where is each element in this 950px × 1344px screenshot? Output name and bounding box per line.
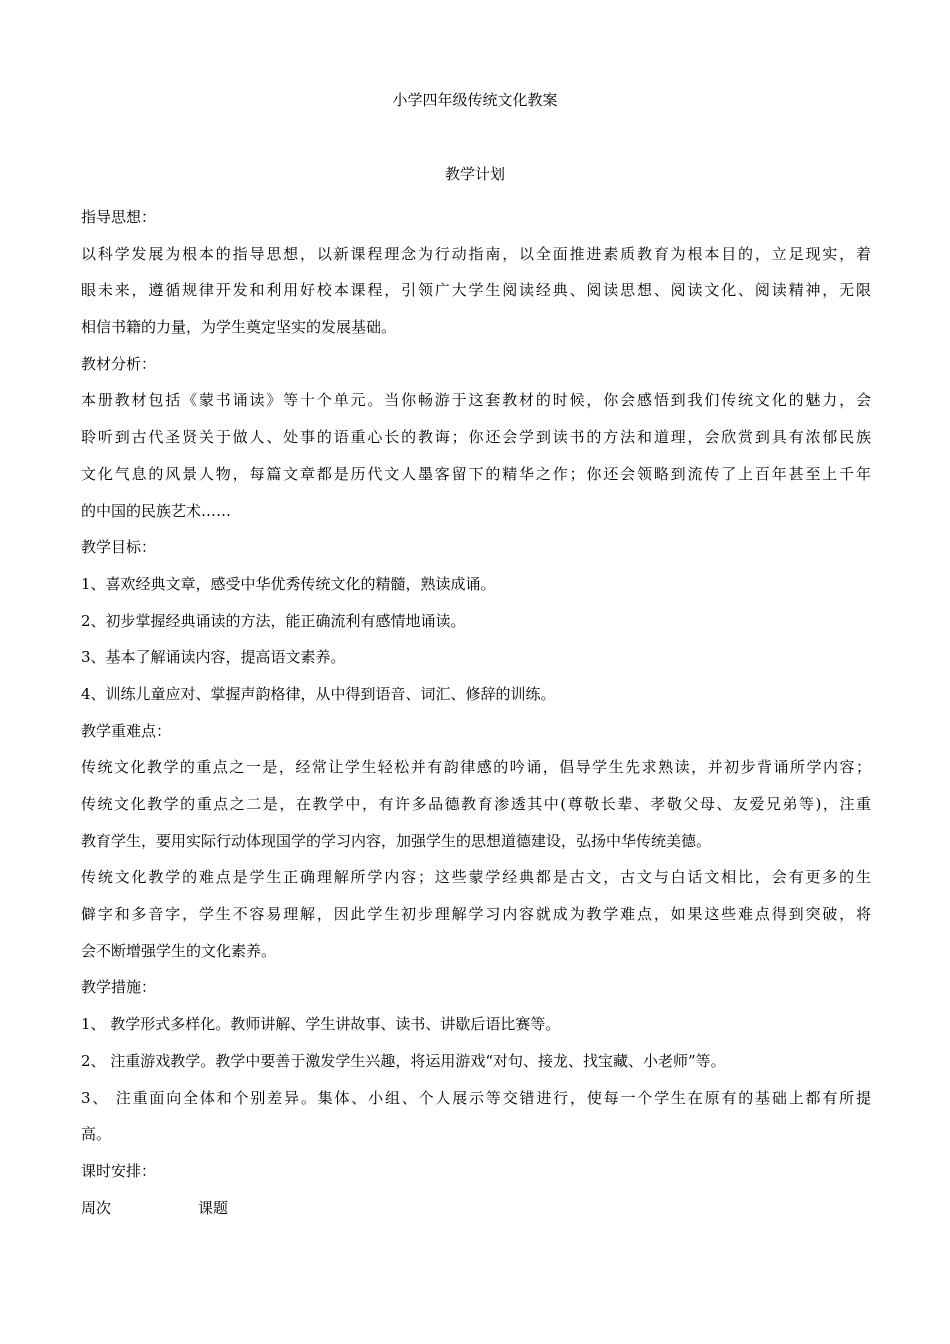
goal-item: 3、基本了解诵读内容，提高语文素养。 — [81, 648, 346, 667]
measure-item: 3、 注重面向全体和个别差异。集体、小组、个人展示等交错进行，使每一个学生在原有的基础上都有所提 — [81, 1088, 871, 1107]
measure-item: 2、 注重游戏教学。教学中要善于激发学生兴趣，将运用游戏“对句、接龙、找宝藏、小老师”等。 — [81, 1051, 726, 1070]
document-title: 小学四年级传统文化教案 — [392, 91, 558, 109]
paragraph-line: 传统文化教学的重点之一是，经常让学生轻松并有韵律感的吟诵，倡导学生先求熟读，并初步背诵所学内容； — [81, 758, 871, 777]
paragraph-line: 传统文化教学的重点之二是，在教学中，有许多品德教育渗透其中(尊敬长辈、孝敬父母、友爱兄弟等)，注重 — [81, 795, 871, 813]
heading-schedule: 课时安排： — [81, 1161, 157, 1180]
measure-item: 1、 教学形式多样化。教师讲解、学生讲故事、读书、讲歇后语比赛等。 — [81, 1015, 561, 1034]
paragraph-line: 文化气息的风景人物，每篇文章都是历代文人墨客留下的精华之作；你还会领略到流传了上百年甚至上千年 — [81, 464, 871, 483]
paragraph-line: 本册教材包括《蒙书诵读》等十个单元。当你畅游于这套教材的时候，你会感悟到我们传统文化的魅力，会 — [81, 391, 871, 410]
document-body — [81, 199, 871, 1226]
paragraph-line: 僻字和多音字，学生不容易理解，因此学生初步理解学习内容就成为教学难点，如果这些难点得到突破，将 — [81, 905, 871, 924]
paragraph-line: 会不断增强学生的文化素养。 — [81, 941, 277, 960]
paragraph-line: 聆听到古代圣贤关于做人、处事的语重心长的教诲；你还会学到读书的方法和道理，会欣赏到具有浓郁民族 — [81, 428, 871, 447]
measure-item: 高。 — [81, 1125, 112, 1144]
paragraph-line: 教育学生，要用实际行动体现国学的学习内容，加强学生的思想道德建设，弘扬中华传统美德。 — [81, 831, 712, 850]
paragraph-line: 眼未来，遵循规律开发和利用好校本课程，引领广大学生阅读经典、阅读思想、阅读文化、阅读精神，无限 — [81, 281, 871, 300]
heading-key-points: 教学重难点： — [81, 721, 172, 740]
schedule-column-topic: 课题 — [198, 1198, 229, 1217]
schedule-header-row — [81, 1190, 871, 1227]
paragraph-line: 传统文化教学的难点是学生正确理解所学内容；这些蒙学经典都是古文，古文与白话文相比，会有更多的生 — [81, 868, 871, 887]
paragraph-line: 的中国的民族艺术…… — [81, 501, 232, 520]
goal-item: 4、训练儿童应对、掌握声韵格律，从中得到语音、词汇、修辞的训练。 — [81, 684, 556, 703]
goal-item: 2、初步掌握经典诵读的方法，能正确流利有感情地诵读。 — [81, 611, 466, 630]
section-title-teaching-plan: 教学计划 — [444, 165, 505, 183]
goal-item: 1、喜欢经典文章，感受中华优秀传统文化的精髓，熟读成诵。 — [81, 574, 496, 593]
schedule-column-week: 周次 — [81, 1198, 112, 1217]
heading-material-analysis: 教材分析： — [81, 354, 157, 373]
heading-teaching-measures: 教学措施： — [81, 978, 157, 997]
heading-guiding-ideology: 指导思想： — [81, 208, 157, 226]
heading-teaching-goals: 教学目标： — [81, 538, 157, 557]
paragraph-line: 相信书籍的力量，为学生奠定坚实的发展基础。 — [81, 318, 397, 337]
paragraph-line: 以科学发展为根本的指导思想，以新课程理念为行动指南，以全面推进素质教育为根本目的，立足现实，着 — [81, 244, 871, 263]
